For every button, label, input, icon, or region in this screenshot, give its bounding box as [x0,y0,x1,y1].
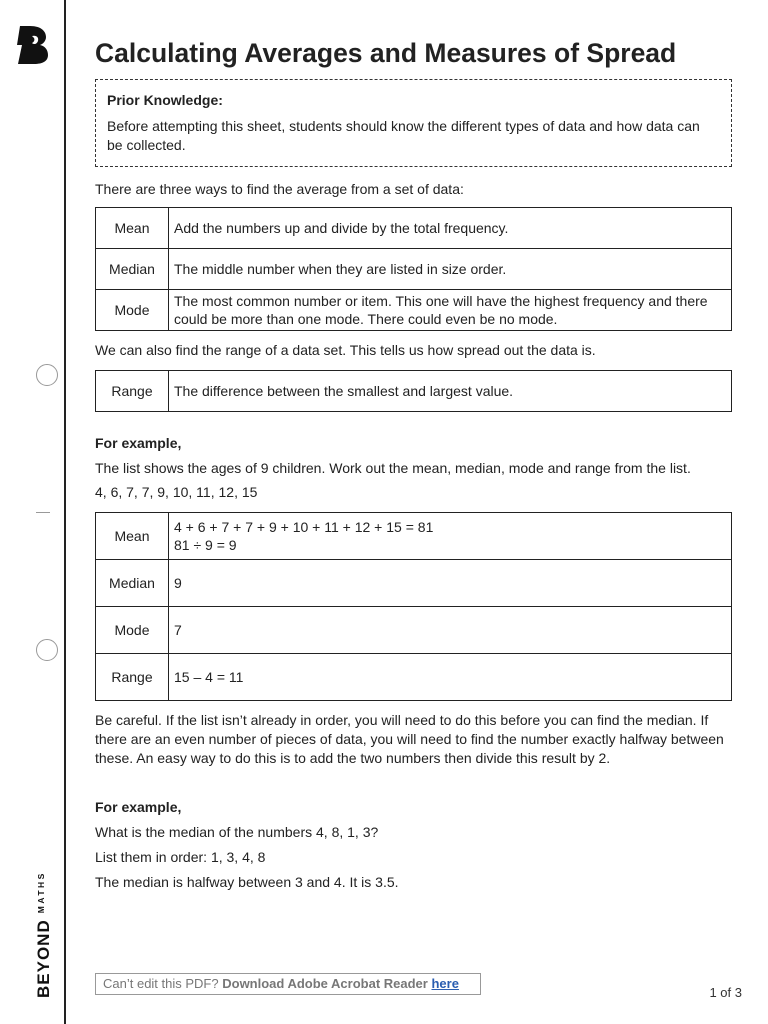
table-row [96,654,732,701]
notice-prefix: Can’t edit this PDF? [103,976,219,991]
example-ordered-list: List them in order: 1, 3, 4, 8 [95,849,266,865]
definition-cell: The most common number or item. This one will have the highest frequency and there could be more than one mode. There could even be no mode. [169,290,732,331]
punch-hole-top [36,364,58,386]
definition-cell: Add the numbers up and divide by the total frequency. [169,208,732,249]
example-heading: For example, [95,435,182,451]
example-answer: The median is halfway between 3 and 4. It is 3.5. [95,874,399,890]
acrobat-download-link[interactable]: here [431,976,459,991]
answer-cell [169,513,732,560]
prior-knowledge-box [95,79,732,167]
averages-intro: There are three ways to find the average from a set of data: [95,181,464,197]
definition-cell: The difference between the smallest and largest value. [169,371,732,412]
table-row [96,290,732,331]
brand-wordmark [34,871,54,998]
term-cell: Median [96,249,169,290]
prior-knowledge-text: Before attempting this sheet, students should know the different types of data and how data can be collected. [107,118,700,153]
term-cell: Mean [96,208,169,249]
answer-line: 4 + 6 + 7 + 7 + 9 + 10 + 11 + 12 + 15 = 81 [174,519,434,535]
example-heading: For example, [95,799,182,815]
prior-knowledge-heading: Prior Knowledge: [107,92,223,108]
range-intro: We can also find the range of a data set. This tells us how spread out the data is. [95,342,596,358]
term-cell: Mean [96,513,169,560]
term-cell: Median [96,560,169,607]
notice-download-text: Download Adobe Acrobat Reader [222,976,428,991]
term-cell: Mode [96,607,169,654]
worksheet-content [95,36,732,892]
beyond-logo-icon [16,24,50,66]
example-question: What is the median of the numbers 4, 8, 1, 3? [95,824,379,840]
careful-note: Be careful. If the list isn’t already in order, you will need to do this before you can find the median. If there are an even number of pieces of data, you will need to find the number exactly halfway between these. An easy way to do this is to add the two numbers then divide this result by 2. [95,712,724,766]
answer-cell: 7 [169,607,732,654]
worked-example-table [95,512,732,701]
table-row [96,607,732,654]
margin-line [64,0,66,1024]
answer-line: 81 ÷ 9 = 9 [174,537,237,553]
range-definition-table [95,370,732,412]
answer-cell: 15 – 4 = 11 [169,654,732,701]
page-number: 1 of 3 [709,985,742,1000]
example-question: The list shows the ages of 9 children. Work out the mean, median, mode and range from the list. [95,460,691,476]
definition-cell: The middle number when they are listed in size order. [169,249,732,290]
table-row [96,371,732,412]
page-title: Calculating Averages and Measures of Spread [95,38,677,68]
acrobat-notice [95,973,481,995]
brand-word-beyond: BEYOND [34,919,53,998]
table-row [96,208,732,249]
fold-mark [36,512,50,513]
example-data-list: 4, 6, 7, 7, 9, 10, 11, 12, 15 [95,484,258,500]
table-row [96,513,732,560]
punch-hole-bottom [36,639,58,661]
term-cell: Range [96,371,169,412]
averages-definition-table [95,207,732,331]
table-row [96,249,732,290]
table-row [96,560,732,607]
answer-cell: 9 [169,560,732,607]
brand-word-maths: MATHS [36,871,46,914]
term-cell: Range [96,654,169,701]
term-cell: Mode [96,290,169,331]
